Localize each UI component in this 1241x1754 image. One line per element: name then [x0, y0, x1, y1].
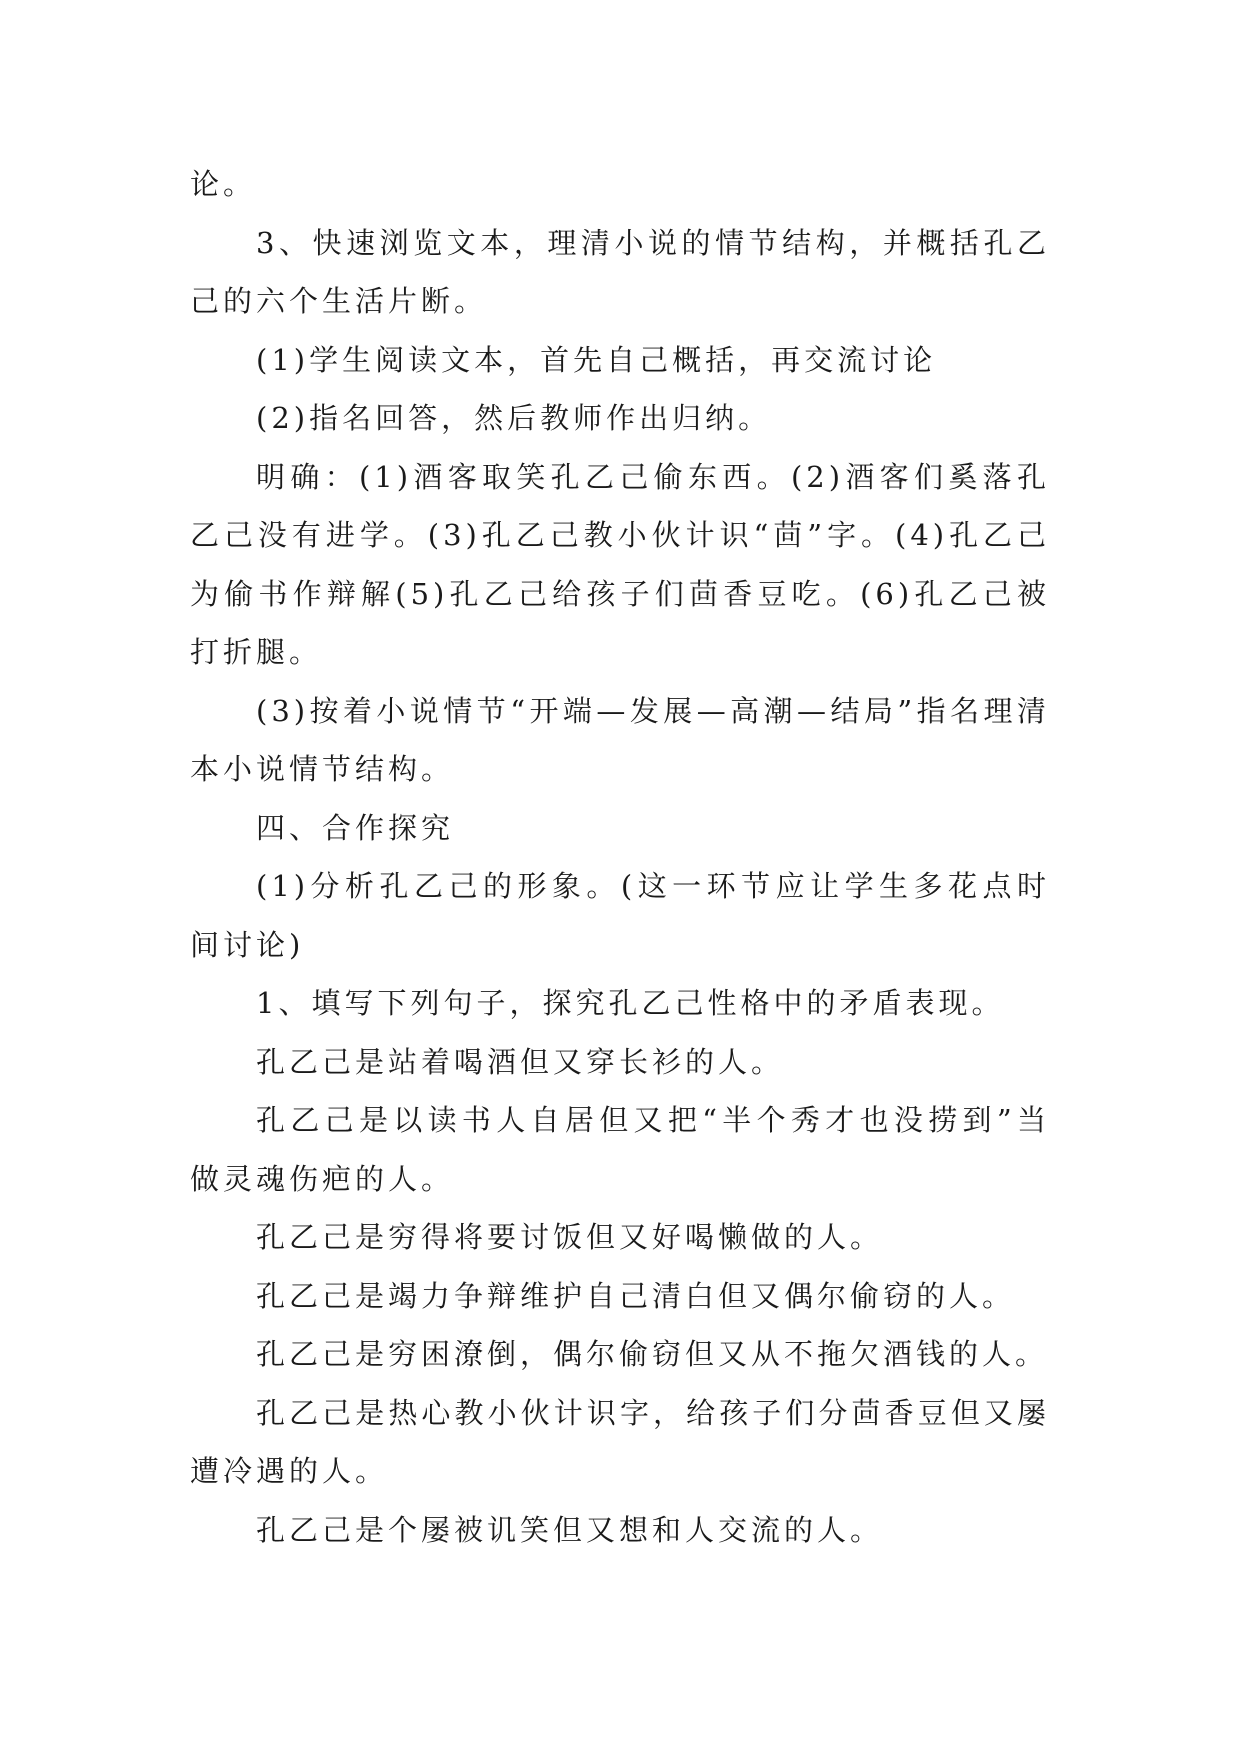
paragraph-1: 论。	[190, 167, 257, 201]
document-body	[190, 155, 1050, 1559]
paragraph-5: 明确：(1)酒客取笑孔乙己偷东西。(2)酒客们奚落孔乙己没有进学。(3)孔乙己教小伙计识“茴”字。(4)孔乙己为偷书作辩解(5)孔乙己给孩子们茴香豆吃。(6)孔乙己被打折腿。	[190, 459, 1050, 669]
paragraph-12: 孔乙己是穷得将要讨饭但又好喝懒做的人。	[256, 1220, 884, 1254]
paragraph-16: 孔乙己是个屡被讥笑但又想和人交流的人。	[256, 1512, 884, 1547]
paragraph-13: 孔乙己是竭力争辩维护自己清白但又偶尔偷窃的人。	[256, 1278, 1016, 1313]
paragraph-6: (3)按着小说情节“开端—发展—高潮—结局”指名理清本小说情节结构。	[190, 693, 1050, 786]
paragraph-10: 孔乙己是站着喝酒但又穿长衫的人。	[256, 1044, 785, 1079]
paragraph-15: 孔乙己是热心教小伙计识字，给孩子们分茴香豆但又屡遭冷遇的人。	[190, 1395, 1050, 1488]
paragraph-14: 孔乙己是穷困潦倒，偶尔偷窃但又从不拖欠酒钱的人。	[256, 1337, 1049, 1371]
paragraph-2: 3、快速浏览文本，理清小说的情节结构，并概括孔乙己的六个生活片断。	[190, 225, 1050, 318]
paragraph-11: 孔乙己是以读书人自居但又把“半个秀才也没捞到”当做灵魂伤疤的人。	[190, 1103, 1050, 1196]
paragraph-7: 四、合作探究	[256, 810, 455, 845]
paragraph-4: (2)指名回答，然后教师作出归纳。	[256, 401, 772, 435]
paragraph-3: (1)学生阅读文本，首先自己概括，再交流讨论	[256, 342, 937, 377]
paragraph-8: (1)分析孔乙己的形象。(这一环节应让学生多花点时间讨论)	[190, 869, 1050, 962]
paragraph-9: 1、填写下列句子，探究孔乙己性格中的矛盾表现。	[256, 986, 1005, 1020]
